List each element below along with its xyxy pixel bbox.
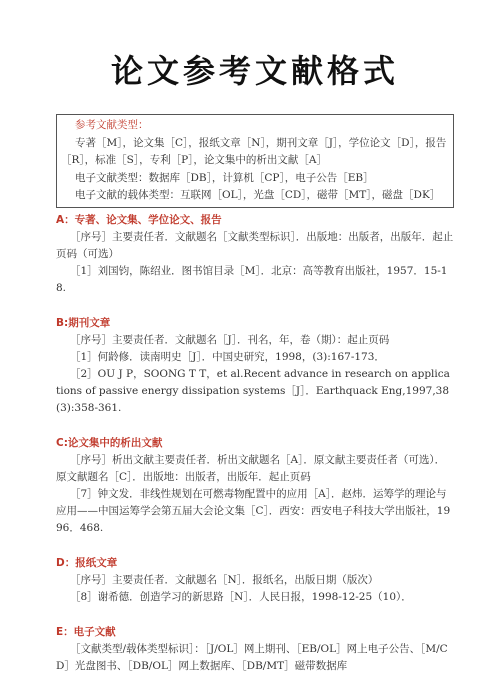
section-heading: E：电子文献 [56, 625, 116, 638]
section-paragraph: ［1］何龄修．读南明史［J］．中国史研究，1998，(3):167-173． [70, 350, 385, 363]
section-electronic [56, 624, 454, 675]
section-proceedings [56, 435, 454, 537]
types-line: 电子文献类型：数据库［DB］，计算机［CP］，电子公告［EB］ [75, 171, 374, 184]
section-heading: A：专著、论文集、学位论文、报告 [56, 213, 222, 226]
section-heading: B:期刊文章 [56, 316, 111, 329]
types-line: 电子文献的载体类型：互联网［OL］，光盘［CD］，磁带［MT］，磁盘［DK］ [75, 189, 441, 201]
section-paragraph: ［序号］析出文献主要责任者．析出文献题名［A］．原文献主要责任者（可选）．原文献题名［C］．出版地：出版者，出版年．起止页码 [56, 453, 446, 483]
section-paragraph: ［序号］主要责任者．文献题名［N］．报纸名，出版日期（版次） [70, 573, 379, 586]
section-heading: D：报纸文章 [56, 556, 118, 569]
section-newspaper [56, 555, 454, 606]
reference-types-box [56, 114, 454, 208]
section-paragraph: ［2］OU J P，SOONG T T，et al.Recent advance in research on applications of passive energy dissipation systems［J］．Earthquack Eng,1997,38(3):358-361. [56, 367, 450, 414]
section-journal [56, 315, 454, 417]
section-paragraph: ［8］谢希德．创造学习的新思路［N］．人民日报，1998-12-25（10）． [70, 590, 412, 603]
section-paragraph: ［序号］主要责任者．文献题名［J］．刊名，年，卷（期）：起止页码 [70, 333, 390, 346]
section-paragraph: ［7］钟文发．非线性规划在可燃毒物配置中的应用［A］．赵炜．运筹学的理论与应用——中国运筹学会第五届大会论文集［C］．西安：西安电子科技大学出版社，1996．468. [56, 487, 451, 534]
section-paragraph: ［序号］主要责任者．文献题名［文献类型标识］．出版地：出版者，出版年．起止页码（可选） [56, 230, 454, 260]
types-box-title: 参考文献类型： [75, 119, 149, 131]
page-title: 论文参考文献格式 [110, 52, 399, 90]
section-paragraph: ［文献类型/载体类型标识］：［J/OL］网上期刊、［EB/OL］网上电子公告、［M/CD］光盘图书、［DB/OL］网上数据库、［DB/MT］磁带数据库 [56, 642, 448, 672]
section-paragraph: ［1］刘国钧，陈绍业．图书馆目录［M］．北京：高等教育出版社，1957．15-18. [56, 264, 448, 294]
section-monograph [56, 212, 454, 297]
section-heading: C:论文集中的析出文献 [56, 436, 163, 449]
types-line: 专著［M］，论文集［C］，报纸文章［N］，期刊文章［J］，学位论文［D］，报告［R］，标准［S］，专利［P］，论文集中的析出文献［A］ [61, 136, 447, 166]
